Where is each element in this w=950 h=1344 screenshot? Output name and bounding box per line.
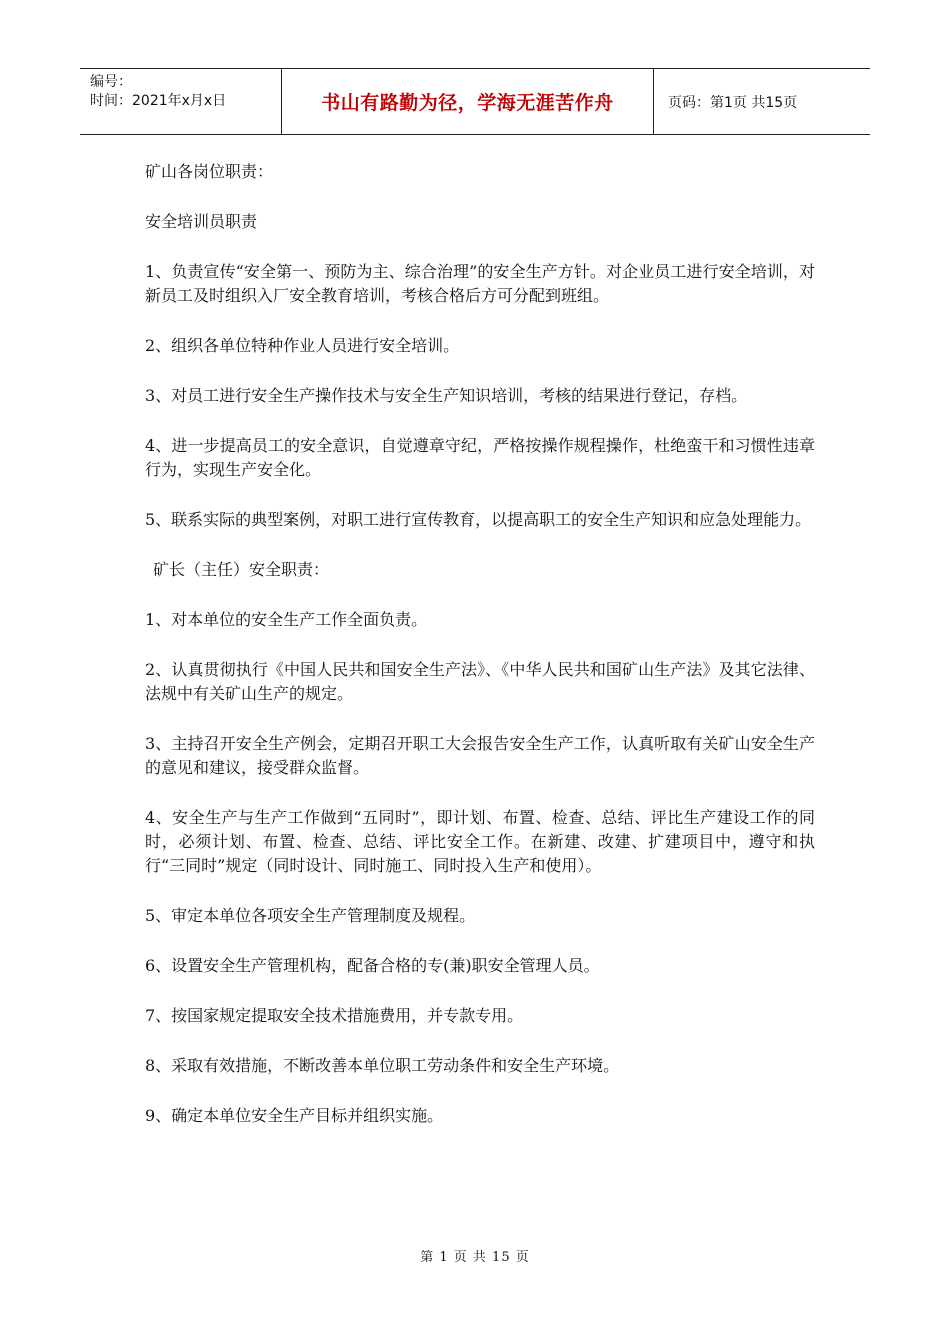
paragraph: 3、对员工进行安全生产操作技术与安全生产知识培训，考核的结果进行登记，存档。 [145,386,748,405]
section-heading: 矿山各岗位职责： [145,162,274,181]
document-body [145,160,815,1154]
subsection-heading: 安全培训员职责 [145,212,258,231]
paragraph: 6、设置安全生产管理机构，配备合格的专(兼)职安全管理人员。 [145,956,600,975]
paragraph: 1、负责宣传“安全第一、预防为主、综合治理”的安全生产方针。对企业员工进行安全培训，对新员工及时组织入厂安全教育培训，考核合格后方可分配到班组。 [145,262,815,305]
paragraph: 9、确定本单位安全生产目标并组织实施。 [145,1106,444,1125]
document-number-label: 编号： [90,74,132,90]
paragraph: 3、主持召开安全生产例会，定期召开职工大会报告安全生产工作，认真听取有关矿山安全生产的意见和建议，接受群众监督。 [145,734,815,777]
page-header [80,68,870,135]
paragraph: 4、安全生产与生产工作做到“五同时”，即计划、布置、检查、总结、评比生产建设工作的同时，必须计划、布置、检查、总结、评比安全工作。在新建、改建、扩建项目中，遵守和执行“三同时”规定（同时设计、同时施工、同时投入生产和使用）。 [145,808,815,875]
paragraph: 2、认真贯彻执行《中国人民共和国安全生产法》、《中华人民共和国矿山生产法》及其它法律、法规中有关矿山生产的规定。 [145,660,815,703]
header-page-info: 页码：第1页 共15页 [668,94,798,111]
subsection-heading: 矿长（主任）安全职责： [153,560,330,579]
paragraph: 5、审定本单位各项安全生产管理制度及规程。 [145,906,476,925]
paragraph: 7、按国家规定提取安全技术措施费用，并专款专用。 [145,1006,524,1025]
header-meta [80,69,281,134]
paragraph: 5、联系实际的典型案例，对职工进行宣传教育，以提高职工的安全生产知识和应急处理能力。 [145,510,812,529]
paragraph: 4、进一步提高员工的安全意识，自觉遵章守纪，严格按操作规程操作，杜绝蛮干和习惯性违章行为，实现生产安全化。 [145,436,815,479]
document-time: 时间：2021年x月x日 [90,93,227,109]
header-motto: 书山有路勤为径，学海无涯苦作舟 [281,69,654,134]
paragraph: 2、组织各单位特种作业人员进行安全培训。 [145,336,460,355]
paragraph: 1、对本单位的安全生产工作全面负责。 [145,610,428,629]
paragraph: 8、采取有效措施，不断改善本单位职工劳动条件和安全生产环境。 [145,1056,620,1075]
page-footer: 第 1 页 共 15 页 [420,1250,530,1265]
